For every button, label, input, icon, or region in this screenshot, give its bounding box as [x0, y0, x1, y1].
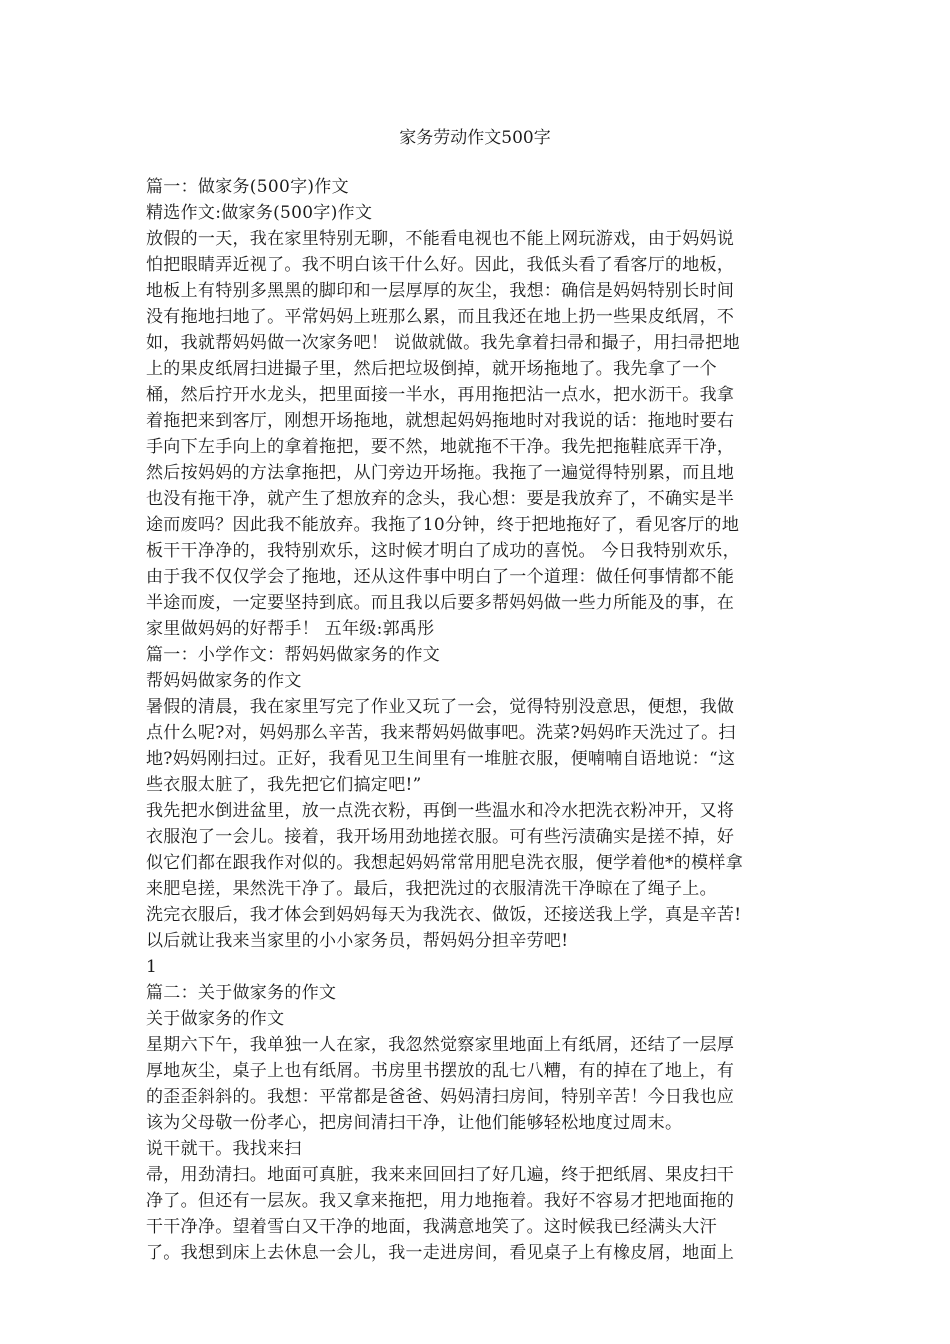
text-line: 着拖把来到客厅，刚想开场拖地，就想起妈妈拖地时对我说的话：拖地时要右	[146, 411, 735, 431]
text-line: 1	[146, 957, 158, 977]
text-line: 放假的一天，我在家里特别无聊，不能看电视也不能上网玩游戏，由于妈妈说	[146, 229, 735, 249]
text-line: 说干就干。我找来扫	[146, 1139, 302, 1159]
text-line: 该为父母敬一份孝心，把房间清扫干净，让他们能够轻松地度过周末。	[146, 1113, 683, 1133]
text-line: 净了。但还有一层灰。我又拿来拖把，用力地拖着。我好不容易才把地面拖的	[146, 1191, 735, 1211]
text-line: 地板上有特别多黑黑的脚印和一层厚厚的灰尘，我想：确信是妈妈特别长时间	[146, 281, 735, 301]
text-line: 我先把水倒进盆里，放一点洗衣粉，再倒一些温水和冷水把洗衣粉冲开，又将	[146, 801, 735, 821]
text-line: 途而废吗？因此我不能放弃。我拖了10分钟，终于把地拖好了，看见客厅的地	[146, 515, 740, 535]
text-line: 板干干净净的，我特别欢乐，这时候才明白了成功的喜悦。 今日我特别欢乐，	[146, 541, 740, 561]
text-line: 也没有拖干净，就产生了想放弃的念头，我心想：要是我放弃了，不确实是半	[146, 489, 735, 509]
text-line: 精选作文:做家务(500字)作文	[146, 203, 373, 223]
text-line: 星期六下午，我单独一人在家，我忽然觉察家里地面上有纸屑，还结了一层厚	[146, 1035, 735, 1055]
text-line: 衣服泡了一会儿。接着，我开场用劲地搓衣服。可有些污渍确实是搓不掉，好	[146, 827, 735, 847]
text-line: 以后就让我来当家里的小小家务员，帮妈妈分担辛劳吧!	[146, 931, 569, 951]
text-line: 家里做妈妈的好帮手！ 五年级:郭禹彤	[146, 619, 435, 639]
text-line: 帮妈妈做家务的作文	[146, 671, 302, 691]
text-line: 来肥皂搓，果然洗干净了。最后，我把洗过的衣服清洗干净晾在了绳子上。	[146, 879, 717, 899]
text-line: 点什么呢?对，妈妈那么辛苦，我来帮妈妈做事吧。洗菜?妈妈昨天洗过了。扫	[146, 723, 736, 743]
text-line: 帚，用劲清扫。地面可真脏，我来来回回扫了好几遍，终于把纸屑、果皮扫干	[146, 1165, 735, 1185]
text-line: 如，我就帮妈妈做一次家务吧！ 说做就做。我先拿着扫帚和撮子，用扫帚把地	[146, 333, 740, 353]
text-line: 篇二：关于做家务的作文	[146, 983, 337, 1003]
text-line: 地?妈妈刚扫过。正好，我看见卫生间里有一堆脏衣服，便喃喃自语地说：“这	[146, 749, 736, 769]
text-line: 些衣服太脏了，我先把它们搞定吧!”	[146, 775, 422, 795]
text-line: 半途而废，一定要坚持到底。而且我以后要多帮妈妈做一些力所能及的事，在	[146, 593, 735, 613]
text-line: 手向下左手向上的拿着拖把，要不然，地就拖不干净。我先把拖鞋底弄干净，	[146, 437, 735, 457]
text-line: 似它们都在跟我作对似的。我想起妈妈常常用肥皂洗衣服，便学着他*的模样拿	[146, 853, 743, 873]
text-line: 没有拖地扫地了。平常妈妈上班那么累，而且我还在地上扔一些果皮纸屑，不	[146, 307, 735, 327]
text-line: 篇一：做家务(500字)作文	[146, 177, 349, 197]
text-line: 篇一：小学作文：帮妈妈做家务的作文	[146, 645, 441, 665]
text-line: 了。我想到床上去休息一会儿，我一走进房间，看见桌子上有橡皮屑，地面上	[146, 1243, 735, 1263]
text-line: 洗完衣服后，我才体会到妈妈每天为我洗衣、做饭，还接送我上学，真是辛苦!	[146, 905, 742, 925]
text-line: 桶，然后拧开水龙头，把里面接一半水，再用拖把沾一点水，把水沥干。我拿	[146, 385, 735, 405]
text-line: 然后按妈妈的方法拿拖把，从门旁边开场拖。我拖了一遍觉得特别累，而且地	[146, 463, 735, 483]
document-title: 家务劳动作文500字	[399, 128, 551, 148]
document-body	[146, 174, 806, 1266]
text-line: 干干净净。望着雪白又干净的地面，我满意地笑了。这时候我已经满头大汗	[146, 1217, 717, 1237]
text-line: 的歪歪斜斜的。我想：平常都是爸爸、妈妈清扫房间，特别辛苦！今日我也应	[146, 1087, 735, 1107]
text-line: 厚地灰尘，桌子上也有纸屑。书房里书摆放的乱七八糟，有的掉在了地上，有	[146, 1061, 735, 1081]
text-line: 暑假的清晨，我在家里写完了作业又玩了一会，觉得特别没意思，便想，我做	[146, 697, 735, 717]
text-line: 由于我不仅仅学会了拖地，还从这件事中明白了一个道理：做任何事情都不能	[146, 567, 735, 587]
text-line: 怕把眼睛弄近视了。我不明白该干什么好。因此，我低头看了看客厅的地板，	[146, 255, 735, 275]
text-line: 上的果皮纸屑扫进撮子里，然后把垃圾倒掉，就开场拖地了。我先拿了一个	[146, 359, 717, 379]
text-line: 关于做家务的作文	[146, 1009, 285, 1029]
